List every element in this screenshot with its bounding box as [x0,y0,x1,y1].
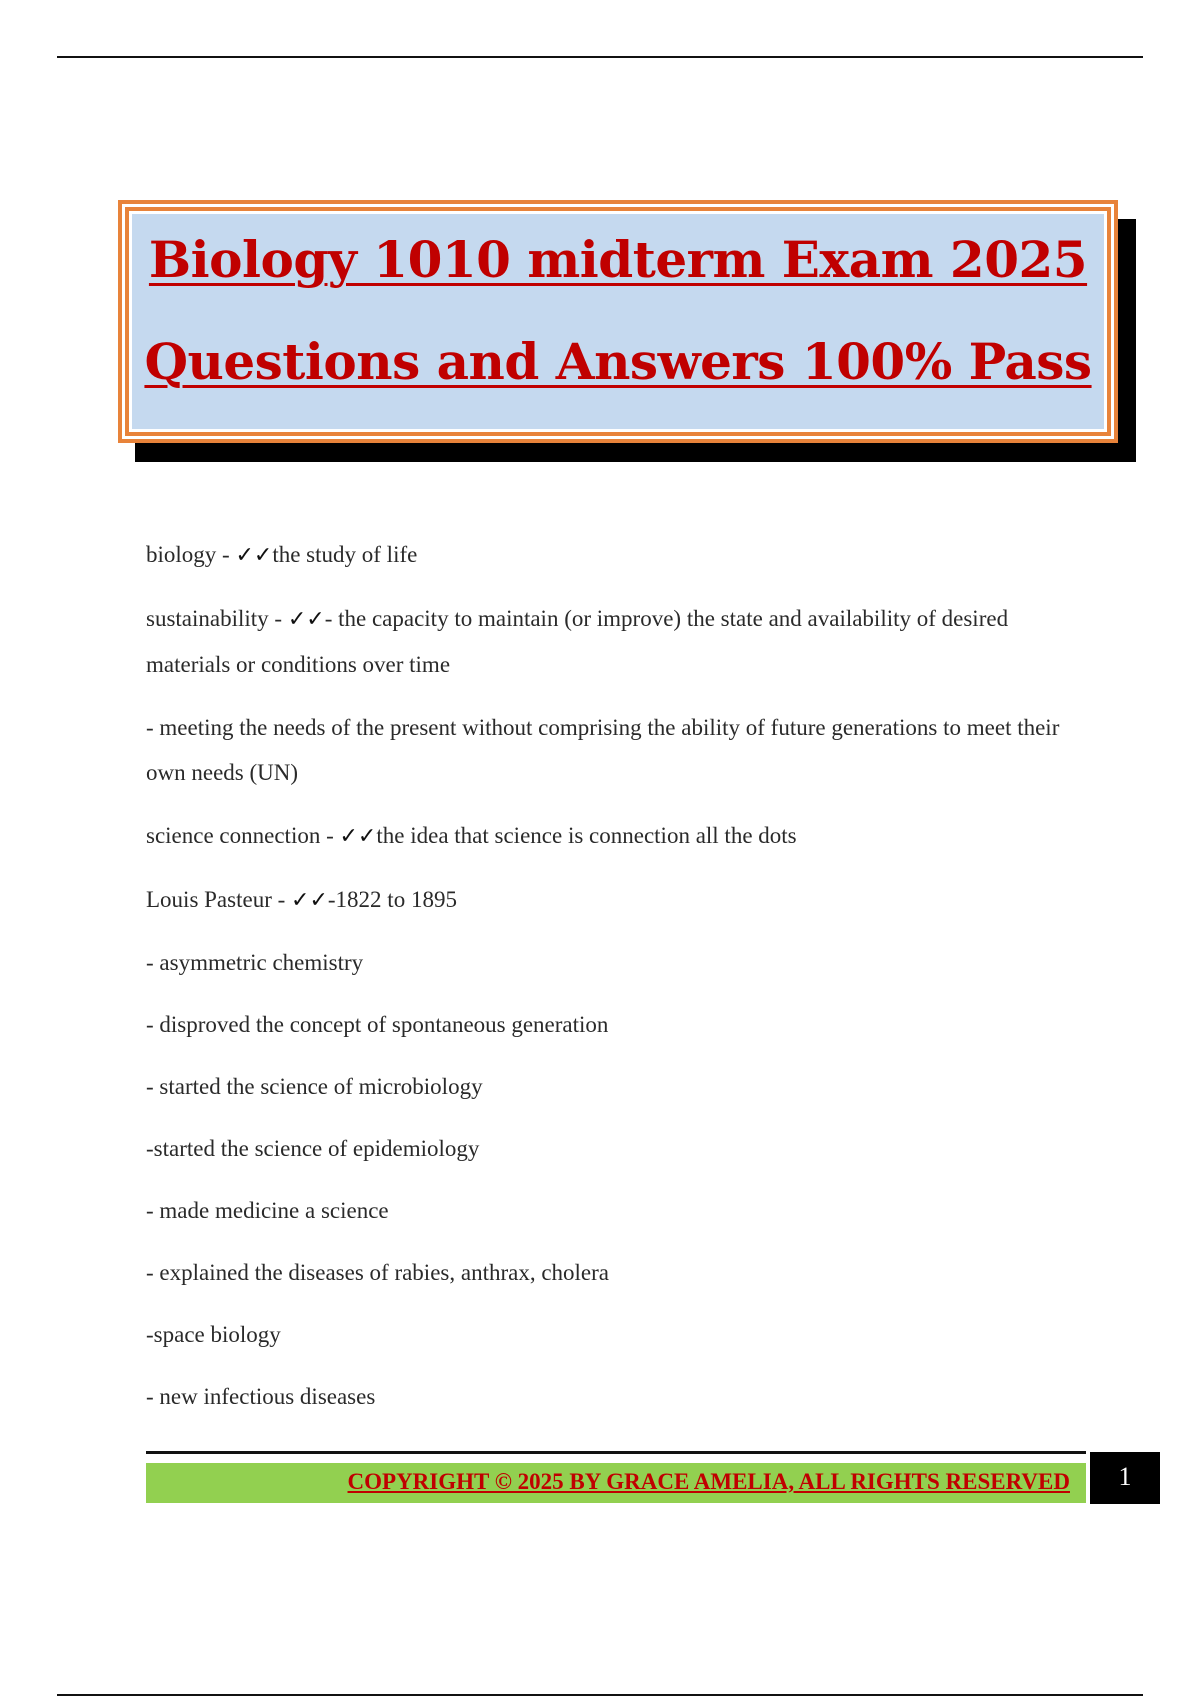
bottom-rule [57,1694,1143,1696]
list-item: - explained the diseases of rabies, anthrax, cholera [146,1260,609,1285]
document-body [146,532,1076,1436]
copyright-notice: COPYRIGHT © 2025 BY GRACE AMELIA, ALL RIGHTS RESERVED [347,1469,1070,1494]
entry-sustainability-un: - meeting the needs of the present without comprising the ability of future generations to meet their own needs (UN) [146,715,1060,785]
page-number: 1 [1090,1452,1160,1504]
title-box [118,200,1118,443]
check-mark-icon: ✓✓ [291,888,328,913]
list-item: - disproved the concept of spontaneous generation [146,1012,609,1037]
title-line-2: Questions and Answers 100% Pass [144,332,1092,391]
title-line-1: Biology 1010 midterm Exam 2025 [148,230,1088,289]
list-item: - new infectious diseases [146,1384,376,1409]
entry-biology: biology - ✓✓the study of life [146,542,418,568]
check-mark-icon: ✓✓ [339,824,377,849]
entry-science-connection: science connection - ✓✓the idea that science is connection all the dots [146,823,797,849]
entry-sustainability: sustainability - ✓✓- the capacity to maintain (or improve) the state and availability of desired materials or conditions over time [146,606,1009,677]
list-item: -space biology [146,1322,281,1347]
footer-bar [146,1463,1086,1503]
check-mark-icon: ✓✓ [287,607,325,632]
list-item: -started the science of epidemiology [146,1136,480,1161]
list-item: - asymmetric chemistry [146,950,364,975]
footer-rule [146,1451,1086,1454]
list-item: - started the science of microbiology [146,1074,483,1099]
check-mark-icon: ✓✓ [235,543,273,568]
list-item: - made medicine a science [146,1198,389,1223]
entry-louis-pasteur: Louis Pasteur - ✓✓-1822 to 1895 [146,887,457,913]
top-rule [57,56,1143,58]
